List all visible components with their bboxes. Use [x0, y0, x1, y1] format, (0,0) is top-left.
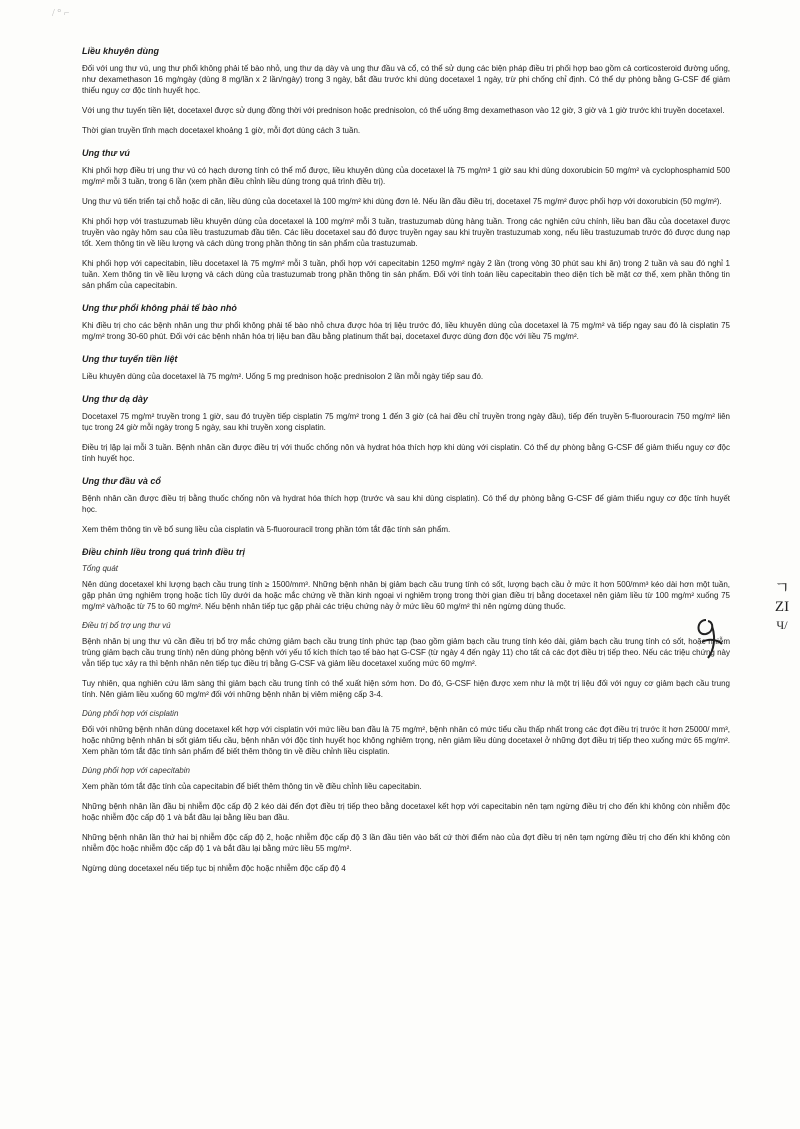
paragraph: Ngừng dùng docetaxel nếu tiếp tục bị nhiễm độc hoặc nhiễm độc cấp độ 4 [82, 864, 346, 873]
document-body [82, 46, 730, 886]
corner-scan-mark: / ° ⌐ [52, 8, 70, 19]
subsection-heading: Dùng phối hợp với capecitabin [82, 766, 190, 775]
paragraph: Khi điều trị cho các bệnh nhân ung thư phổi không phải tế bào nhỏ chưa được hóa trị liệu trước đó, liều khuyên dùng của docetaxel là 75 mg/m² và tiếp ngay sau đó là cisplatin 75 mg/m² trong 30-60 phút. Đối với các bệnh nhân hóa trị liệu ban đầu bằng platinum thất bại, docetaxel được dùng đơn độc với liều 75 mg/m². [82, 321, 730, 341]
paragraph: Đối với ung thư vú, ung thư phổi không phải tế bào nhỏ, ung thư dạ dày và ung thư đầu và cổ, có thể sử dụng các biện pháp điều trị phối hợp bao gồm cả corticosteroid đường uống, như dexamethason 16 mg/ngày (dùng 8 mg/lần x 2 lần/ngày) trong 3 ngày, bắt đầu trước khi dùng docetaxel 1 ngày, trừ phi chống chỉ định. Có thể dự phòng bằng G-CSF để giảm thiểu nguy cơ độc tính huyết học. [82, 64, 730, 95]
paragraph: Liều khuyên dùng của docetaxel là 75 mg/m². Uống 5 mg prednison hoặc prednisolon 2 lần mỗi ngày tiếp sau đó. [82, 372, 484, 381]
section-1 [82, 148, 730, 291]
paragraph: Những bệnh nhân lần thứ hai bị nhiễm độc cấp độ 2, hoặc nhiễm độc cấp độ 3 lần đầu tiên vào bất cứ thời điểm nào của đợt điều trị nên tạm ngừng điều trị cho đến khi không còn nhiễm độc hoặc nhiễm độc cấp độ 1 và bắt đầu lại bằng mức liều 55 mg/m². [82, 833, 730, 853]
section-0 [82, 46, 730, 136]
paragraph: Ung thư vú tiến triển tại chỗ hoặc di căn, liều dùng của docetaxel là 100 mg/m² khi dùng đơn lẻ. Nếu lần đầu điều trị, docetaxel 75 mg/m² được phối hợp với doxorubicin (50 mg/m²). [82, 197, 722, 206]
paragraph: Nên dùng docetaxel khi lượng bạch cầu trung tính ≥ 1500/mm³. Những bệnh nhân bị giảm bạch cầu trung tính có sốt, lượng bạch cầu ở mức ít hơn 500/mm³ kéo dài hơn một tuần, gặp phản ứng nghiêm trọng hoặc tích lũy dưới da hoặc mắc chứng về thần kinh ngoại vi nghiêm trọng trong thời gian điều trị bằng docetaxel nên giảm liều từ 100 mg/m² xuống 75 mg/m² và/hoặc từ 75 to 60 mg/m². Nếu bệnh nhân tiếp tục gặp phải các triệu chứng này ở mức liều 60 mg/m² thì nên ngừng dùng thuốc. [82, 580, 730, 611]
paragraph: Với ung thư tuyến tiền liệt, docetaxel được sử dụng đồng thời với prednison hoặc prednisolon, có thể uống 8mg dexamethason vào 12 giờ, 3 giờ và 1 giờ trước khi truyền docetaxel. [82, 106, 725, 115]
paragraph: Bệnh nhân cần được điều trị bằng thuốc chống nôn và hydrat hóa thích hợp (trước và sau khi dùng cisplatin). Có thể dự phòng bằng G-CSF để giảm thiểu nguy cơ độc tính huyết học. [82, 494, 730, 514]
section-heading: Điều chỉnh liều trong quá trình điều trị [82, 547, 245, 557]
paragraph: Những bệnh nhân lần đầu bị nhiễm độc cấp độ 2 kéo dài đến đợt điều trị tiếp theo bằng docetaxel kết hợp với capecitabin nên tạm ngừng điều trị cho đến khi không còn nhiễm độc hoặc nhiễm độc cấp độ 1 và bắt đầu lại bằng liều ban đầu. [82, 802, 730, 822]
paragraph: Thời gian truyền tĩnh mạch docetaxel khoảng 1 giờ, mỗi đợt dùng cách 3 tuần. [82, 126, 361, 135]
paragraph: Đối với những bệnh nhân dùng docetaxel kết hợp với cisplatin với mức liều ban đầu là 75 mg/m², bệnh nhân có mức tiểu cầu thấp nhất trong các đợt điều trị trước ít hơn 25000/ mm³, hoặc những bệnh nhân bị sốt giảm tiểu cầu, bệnh nhân với độc tính huyết học không nghiêm trọng, nên giảm liều dùng docetaxel ở những đợt điều trị tiếp theo xuống mức 65 mg/m². Xem phần tóm tắt đặc tính sản phẩm để biết thêm thông tin về điều chỉnh liều cisplatin. [82, 725, 730, 756]
paragraph: Xem thêm thông tin về bổ sung liều của cisplatin và 5-fluorouracil trong phần tóm tắt đặc tính sản phẩm. [82, 525, 451, 534]
paragraph: Tuy nhiên, qua nghiên cứu lâm sàng thì giảm bạch cầu trung tính có thể xuất hiện sớm hơn. Do đó, G-CSF hiện được xem như là một trị liệu đối với nguy cơ giảm bạch cầu trung tính. Nên giảm liều xuống 60 mg/m² đối với những bệnh nhân bị viêm miệng cấp 3-4. [82, 679, 730, 699]
subsection-heading: Tổng quát [82, 564, 119, 573]
margin-stamp: ㄱ ZI Ч/ [774, 580, 790, 632]
section-heading: Ung thư vú [82, 148, 130, 158]
section-heading: Ung thư đầu và cổ [82, 476, 161, 486]
paragraph: Khi phối hợp điều trị ung thư vú có hạch dương tính có thể mổ được, liều khuyên dùng của docetaxel là 75 mg/m² 1 giờ sau khi dùng doxorubicin 50 mg/m² và cyclophosphamid 500 mg/m² mỗi 3 tuần, trong 6 lần (xem phần điều chỉnh liều dùng trong quá trình điều trị). [82, 166, 730, 186]
paragraph: Xem phần tóm tắt đặc tính của capecitabin để biết thêm thông tin về điều chỉnh liều capecitabin. [82, 782, 422, 791]
section-4 [82, 394, 730, 464]
section-2 [82, 303, 730, 342]
subsection-heading: Dùng phối hợp với cisplatin [82, 709, 179, 718]
adjustment-section [82, 547, 730, 874]
paragraph: Docetaxel 75 mg/m² truyền trong 1 giờ, sau đó truyền tiếp cisplatin 75 mg/m² trong 1 đến 3 giờ (cả hai đều chỉ truyền trong ngày đầu), tiếp đến truyền 5-fluorouracin 750 mg/m² liên tục trong 24 giờ mỗi ngày trong 5 ngày, sau khi truyền xong cisplatin. [82, 412, 730, 432]
paragraph: Khi phối hợp với trastuzumab liều khuyên dùng của docetaxel là 100 mg/m² mỗi 3 tuần, trastuzumab dùng hàng tuần. Trong các nghiên cứu chính, liều ban đầu của docetaxel được truyền vào ngày hôm sau của liều trastuzumab đầu tiên. Các liều docetaxel sau đó được truyền ngay sau khi truyền trastuzumab xong, nếu liều trastuzumab trước đó được dung nạp tốt. Xem thông tin về liều lượng và cách dùng trong phần thông tin sản phẩm của trastuzumab. [82, 217, 730, 248]
subsection-heading: Điều trị bổ trợ ung thư vú [82, 621, 171, 630]
section-heading: Ung thư dạ dày [82, 394, 148, 404]
paragraph: Điều trị lặp lại mỗi 3 tuần. Bệnh nhân cần được điều trị với thuốc chống nôn và hydrat hóa thích hợp khi dùng với cisplatin. Có thể dự phòng bằng G-CSF để giảm thiểu nguy cơ độc tính huyết học. [82, 443, 730, 463]
section-3 [82, 354, 730, 382]
section-heading: Liều khuyên dùng [82, 46, 160, 56]
section-heading: Ung thư tuyến tiền liệt [82, 354, 178, 364]
paragraph: Khi phối hợp với capecitabin, liều docetaxel là 75 mg/m² mỗi 3 tuần, phối hợp với capecitabin 1250 mg/m² ngày 2 lần (trong vòng 30 phút sau khi ăn) trong 2 tuần và sau đó nghỉ 1 tuần. Xem thông tin về liều lượng và cách dùng của trastuzumab trong phần thông tin sản phẩm. Đối với tính toán liều capecitabin theo diện tích bề mặt cơ thể, xem phần thông tin sản phẩm của capecitabin. [82, 259, 730, 290]
section-5 [82, 476, 730, 535]
section-heading: Ung thư phổi không phải tế bào nhỏ [82, 303, 237, 313]
paragraph: Bệnh nhân bị ung thư vú cần điều trị bổ trợ mắc chứng giảm bạch cầu trung tính phức tạp (bao gồm giảm bạch cầu trung tính kéo dài, giảm bạch cầu trung tính có sốt, hoặc nhiễm trùng giảm bạch cầu trung tính) nên dùng phòng bệnh với yếu tố kích thích tạo tế bào hạt G-CSF (từ ngày 4 đến ngày 11) cho tất cả các đợt điều trị tiếp theo. Nếu các triệu chứng này vẫn tiếp tục xảy ra thì bệnh nhân nên tiếp tục điều trị bằng G-CSF và giảm liều docetaxel xuống mức 60 mg/m². [82, 637, 730, 668]
